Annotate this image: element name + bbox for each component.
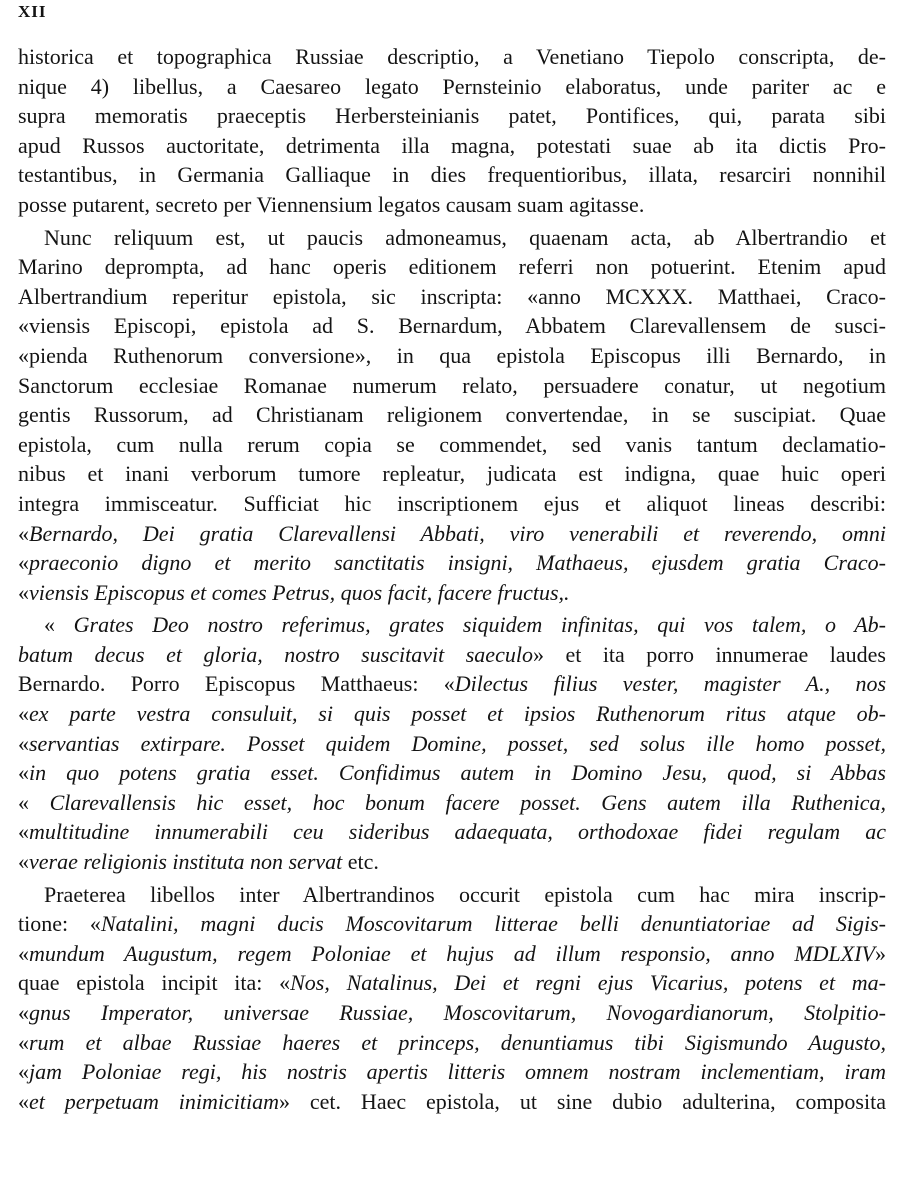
text-line: «jam Poloniae regi, his nostris apertis litteris omnem nostram inclementiam, iram: [18, 1059, 886, 1085]
text-line: «rum et albae Russiae haeres et princeps, denuntiamus tibi Sigismundo Augusto,: [18, 1029, 886, 1055]
paragraph-2: [18, 223, 886, 608]
text-line: testantibus, in Germania Galliaque in dies frequentioribus, illata, resarciri nonnihil: [18, 162, 886, 188]
text-line: Nunc reliquum est, ut paucis admoneamus, quaenam acta, ab Albertrandio et: [44, 224, 886, 250]
text-line: epistola, cum nulla rerum copia se commendet, sed vanis tantum declamatio-: [18, 431, 886, 457]
text-line: «multitudine innumerabili ceu sideribus adaequata, orthodoxae fidei regulam ac: [18, 819, 886, 845]
text-line: «servantias extirpare. Posset quidem Domine, posset, sed solus ille homo posset,: [18, 730, 886, 756]
text-line: «et perpetuam inimicitiam» cet. Haec epistola, ut sine dubio adulterina, composita: [18, 1088, 886, 1114]
text-line: «verae religionis instituta non servat etc.: [18, 849, 379, 875]
text-line: historica et topographica Russiae descriptio, a Venetiano Tiepolo conscripta, de-: [18, 44, 886, 69]
text-line: «pienda Ruthenorum conversione», in qua epistola Episcopus illi Bernardo, in: [18, 342, 886, 368]
text-line: quae epistola incipit ita: «Nos, Natalinus, Dei et regni ejus Vicarius, potens et ma-: [18, 970, 886, 996]
text-line: batum decus et gloria, nostro suscitavit saeculo» et ita porro innumerae laudes: [18, 641, 886, 667]
text-line: nique 4) libellus, a Caesareo legato Pernsteinio elaboratus, unde pariter ac e: [18, 73, 886, 99]
text-line: «viensis Episcopus et comes Petrus, quos facit, facere fructus,.: [18, 579, 570, 605]
text-line: apud Russos auctoritate, detrimenta illa magna, potestati suae ab ita dictis Pro-: [18, 132, 886, 158]
text-line: integra immisceatur. Sufficiat hic inscriptionem ejus et aliquot lineas describi:: [18, 490, 886, 516]
paragraph-3: [18, 610, 886, 876]
text-line: Sanctorum ecclesiae Romanae numerum relato, persuadere conatur, ut negotium: [18, 372, 886, 398]
text-line: Albertrandium reperitur epistola, sic inscripta: «anno MCXXX. Matthaei, Craco-: [18, 283, 886, 309]
text-line: «gnus Imperator, universae Russiae, Moscovitarum, Novogardianorum, Stolpitio-: [18, 1000, 886, 1025]
text-line: «praeconio digno et merito sanctitatis insigni, Mathaeus, ejusdem gratia Craco-: [18, 550, 886, 576]
text-line: «ex parte vestra consuluit, si quis posset et ipsios Ruthenorum ritus atque ob-: [18, 701, 886, 727]
text-line: posse putarent, secreto per Viennensium legatos causam suam agitasse.: [18, 191, 645, 217]
text-line: « Clarevallensis hic esset, hoc bonum facere posset. Gens autem illa Ruthenica,: [18, 789, 886, 815]
text-line: «Bernardo, Dei gratia Clarevallensi Abbati, viro venerabili et reverendo, omni: [18, 520, 886, 546]
text-line: « Grates Deo nostro referimus, grates siquidem infinitas, qui vos talem, o Ab-: [44, 612, 886, 638]
page-number: XII: [18, 2, 47, 21]
text-line: Praeterea libellos inter Albertrandinos occurit epistola cum hac mira inscrip-: [44, 881, 886, 907]
text-line: gentis Russorum, ad Christianam religionem convertendae, in se suscipiat. Quae: [18, 402, 886, 428]
body-text: [18, 42, 886, 1116]
text-line: supra memoratis praeceptis Herbersteinianis patet, Pontifices, qui, parata sibi: [18, 103, 886, 129]
text-line: nibus et inani verborum tumore repleatur, judicata est indigna, quae huic operi: [18, 461, 886, 487]
paragraph-1: [18, 42, 886, 220]
text-line: «mundum Augustum, regem Poloniae et hujus ad illum responsio, anno MDLXIV»: [18, 940, 886, 966]
text-line: tione: «Natalini, magni ducis Moscovitarum litterae belli denuntiatoriae ad Sigis-: [18, 911, 886, 937]
text-line: «viensis Episcopi, epistola ad S. Bernardum, Abbatem Clarevallensem de susci-: [18, 313, 886, 339]
paragraph-4: [18, 880, 886, 1117]
text-line: Marino deprompta, ad hanc operis editionem referri non potuerint. Etenim apud: [18, 254, 886, 280]
text-line: «in quo potens gratia esset. Confidimus autem in Domino Jesu, quod, si Abbas: [18, 760, 886, 786]
text-line: Bernardo. Porro Episcopus Matthaeus: «Dilectus filius vester, magister A., nos: [18, 671, 886, 697]
